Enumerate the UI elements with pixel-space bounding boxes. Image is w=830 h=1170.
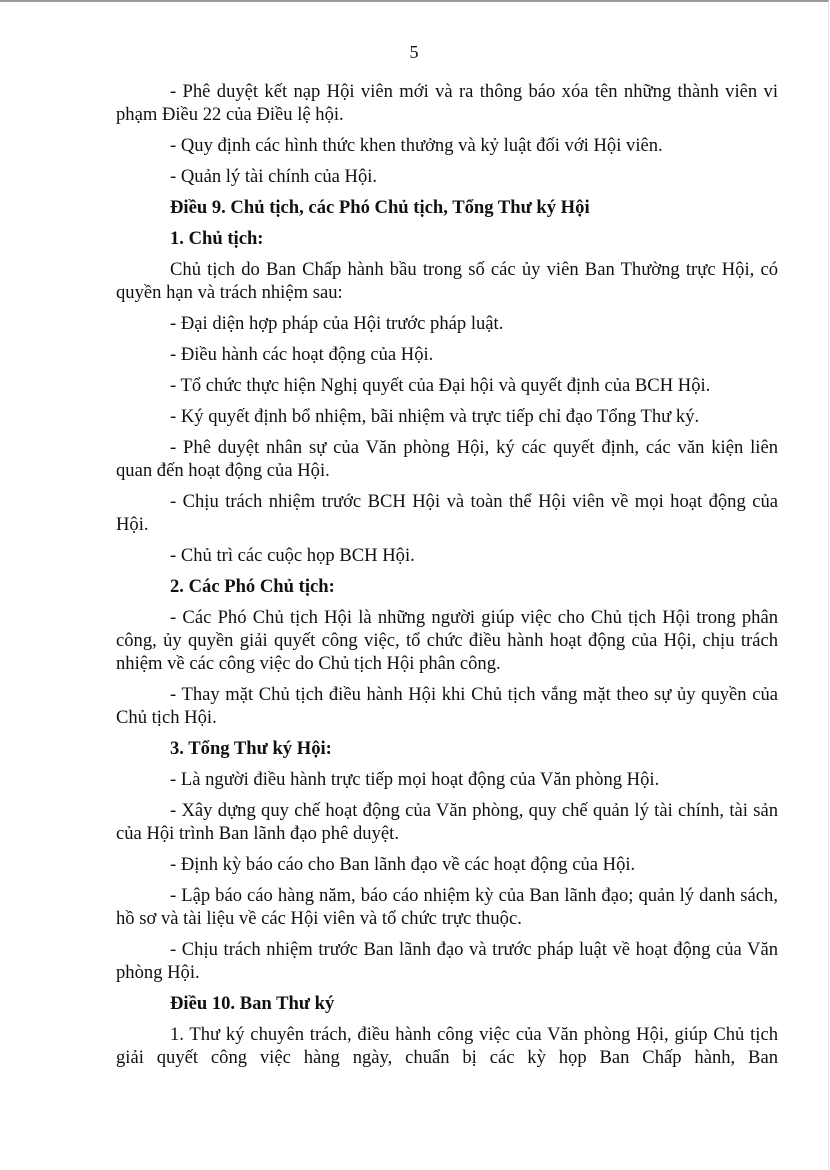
paragraph: - Lập báo cáo hàng năm, báo cáo nhiệm kỳ của Ban lãnh đạo; quản lý danh sách, hồ sơ và tài liệu về các Hội viên và tổ chức trực thuộc.	[116, 885, 778, 929]
paragraph: - Chủ trì các cuộc họp BCH Hội.	[170, 545, 415, 566]
page-number: 5	[409, 42, 419, 62]
article-heading: Điều 10. Ban Thư ký	[170, 993, 335, 1014]
section-heading: 3. Tổng Thư ký Hội:	[170, 738, 332, 759]
paragraph: - Các Phó Chủ tịch Hội là những người giúp việc cho Chủ tịch Hội trong phân công, ủy quyền giải quyết công việc, tổ chức điều hành hoạt động của Hội, chịu trách nhiệm về các công việc do Chủ tịch Hội phân công.	[116, 607, 778, 674]
paragraph: - Quy định các hình thức khen thưởng và kỷ luật đối với Hội viên.	[170, 135, 663, 156]
paragraph: - Ký quyết định bổ nhiệm, bãi nhiệm và trực tiếp chỉ đạo Tổng Thư ký.	[170, 406, 700, 427]
article-heading: Điều 9. Chủ tịch, các Phó Chủ tịch, Tổng Thư ký Hội	[170, 197, 590, 218]
paragraph: - Đại diện hợp pháp của Hội trước pháp luật.	[170, 313, 504, 334]
paragraph: - Quản lý tài chính của Hội.	[170, 166, 378, 187]
paragraph: 1. Thư ký chuyên trách, điều hành công việc của Văn phòng Hội, giúp Chủ tịch giải quyết công việc hàng ngày, chuẩn bị các kỳ họp Ban Chấp hành, Ban	[116, 1024, 778, 1068]
paragraph: - Phê duyệt nhân sự của Văn phòng Hội, ký các quyết định, các văn kiện liên quan đến hoạt động của Hội.	[116, 437, 778, 481]
paragraph: - Thay mặt Chủ tịch điều hành Hội khi Chủ tịch vắng mặt theo sự ủy quyền của Chủ tịch Hội.	[116, 684, 778, 728]
paragraph: - Phê duyệt kết nạp Hội viên mới và ra thông báo xóa tên những thành viên vi phạm Điều 22 của Điều lệ hội.	[116, 81, 778, 125]
paragraph: - Chịu trách nhiệm trước Ban lãnh đạo và trước pháp luật về hoạt động của Văn phòng Hội.	[116, 939, 778, 983]
paragraph: - Chịu trách nhiệm trước BCH Hội và toàn thể Hội viên về mọi hoạt động của Hội.	[116, 491, 778, 535]
paragraph: - Xây dựng quy chế hoạt động của Văn phòng, quy chế quản lý tài chính, tài sản của Hội trình Ban lãnh đạo phê duyệt.	[116, 800, 778, 844]
paragraph: Chủ tịch do Ban Chấp hành bầu trong số các ủy viên Ban Thường trực Hội, có quyền hạn và trách nhiệm sau:	[116, 259, 778, 303]
paragraph: - Định kỳ báo cáo cho Ban lãnh đạo về các hoạt động của Hội.	[170, 854, 636, 875]
paragraph: - Điều hành các hoạt động của Hội.	[170, 344, 434, 365]
paragraph: - Tổ chức thực hiện Nghị quyết của Đại hội và quyết định của BCH Hội.	[170, 375, 711, 396]
section-heading: 1. Chủ tịch:	[170, 228, 264, 249]
document-body	[116, 80, 778, 1077]
section-heading: 2. Các Phó Chủ tịch:	[170, 576, 335, 597]
paragraph: - Là người điều hành trực tiếp mọi hoạt động của Văn phòng Hội.	[170, 769, 660, 790]
